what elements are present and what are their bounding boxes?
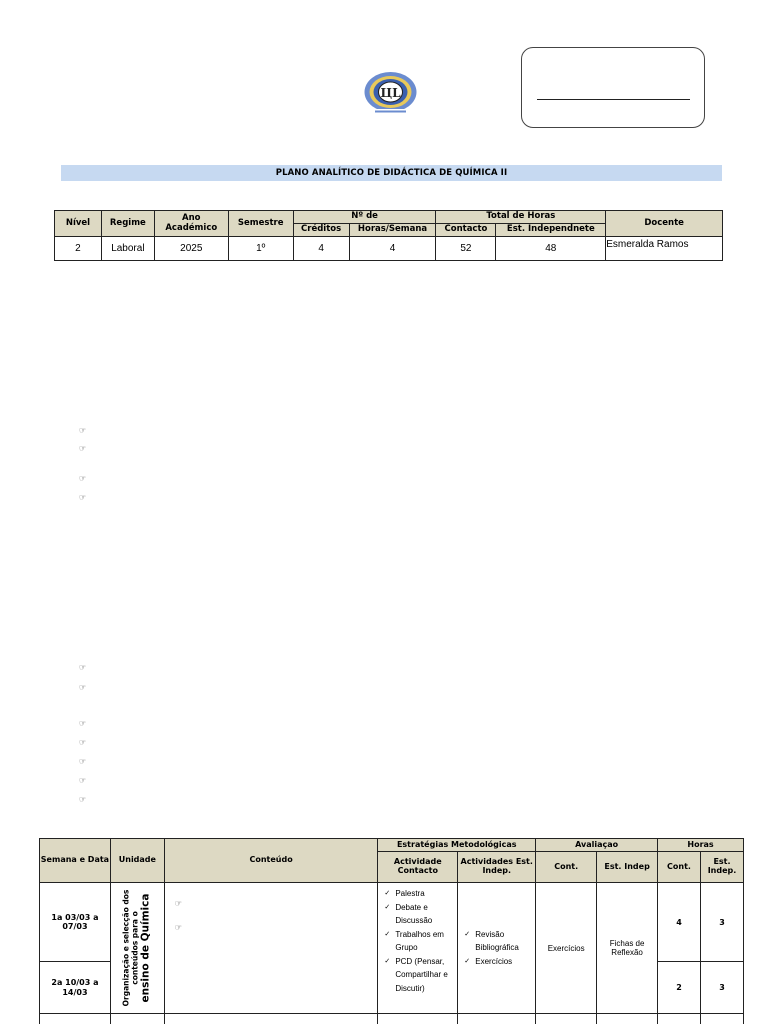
value-docente: Esmeralda Ramos [606, 237, 723, 261]
activity-trabalhos-grupo: ✓ Trabalhos em Grupo [384, 928, 455, 955]
empty-cell [164, 1014, 377, 1024]
activity-debate: ✓ Debate e Discussão [384, 901, 455, 928]
empty-cell [378, 1014, 458, 1024]
header-nivel: Nível [55, 211, 102, 237]
signature-line [537, 99, 690, 100]
bullet-icon: ☞ [79, 738, 87, 747]
bullet-icon: ☞ [79, 683, 87, 692]
value-regime: Laboral [101, 237, 154, 261]
document-title: PLANO ANALÍTICO DE DIDÁCTICA DE QUÍMICA II [61, 165, 722, 181]
header-total-horas: Total de Horas [436, 211, 606, 224]
bullet-icon: ☞ [79, 757, 87, 766]
header-avaliacao-cont: Cont. [536, 852, 597, 883]
bullet-icon: ☞ [79, 474, 87, 483]
bullet-icon: ☞ [174, 899, 182, 908]
header-conteudo: Conteúdo [164, 839, 377, 883]
bullet-icon: ☞ [174, 923, 182, 932]
value-contacto: 52 [436, 237, 496, 261]
header-creditos: Créditos [293, 224, 349, 237]
evaluation-cont: Exercícios [536, 883, 597, 1014]
value-creditos: 4 [293, 237, 349, 261]
header-actividades-est-indep: Actividades Est. Indep. [458, 852, 536, 883]
header-contacto: Contacto [436, 224, 496, 237]
header-ano-academico: Ano Académico [154, 211, 228, 237]
university-seal-logo [363, 70, 418, 116]
header-horas: Horas [658, 839, 744, 852]
content-cell [164, 883, 377, 1014]
header-regime: Regime [101, 211, 154, 237]
bullet-icon: ☞ [79, 795, 87, 804]
header-horas-est-indep: Est. Indep. [700, 852, 743, 883]
header-horas-semana: Horas/Semana [349, 224, 436, 237]
activity-revisao: ✓ Revisão Bibliográfica [464, 928, 533, 955]
empty-cell [597, 1014, 658, 1024]
empty-cell [40, 1014, 111, 1024]
activity-exercicios: ✓ Exercícios [464, 955, 533, 969]
week-1-hours-est: 3 [700, 883, 743, 962]
value-ano: 2025 [154, 237, 228, 261]
header-n-de: Nº de [293, 211, 436, 224]
value-nivel: 2 [55, 237, 102, 261]
header-semana-data: Semana e Data [40, 839, 111, 883]
value-horas-semana: 4 [349, 237, 436, 261]
bullet-icon: ☞ [79, 426, 87, 435]
empty-cell [658, 1014, 701, 1024]
course-info-table [54, 210, 723, 261]
empty-cell [700, 1014, 743, 1024]
evaluation-est-indep: Fichas de Reflexão [597, 883, 658, 1014]
week-2-hours-est: 3 [700, 962, 743, 1014]
week-1-hours-cont: 4 [658, 883, 701, 962]
bullet-icon: ☞ [79, 663, 87, 672]
value-semestre: 1º [228, 237, 293, 261]
signature-box [521, 47, 705, 128]
activity-palestra: ✓ Palestra [384, 887, 455, 901]
independent-activities-cell [458, 883, 536, 1014]
contact-activities-cell [378, 883, 458, 1014]
activity-pcd: ✓ PCD (Pensar, Compartilhar e Discutir) [384, 955, 455, 996]
header-avaliacao: Avaliaçao [536, 839, 658, 852]
svg-text:ЦL: ЦL [380, 86, 401, 100]
value-est-indep: 48 [496, 237, 606, 261]
week-1-date: 1a 03/03 a 07/03 [40, 883, 111, 962]
empty-cell [110, 1014, 164, 1024]
header-docente: Docente [606, 211, 723, 237]
empty-cell [536, 1014, 597, 1024]
header-semestre: Semestre [228, 211, 293, 237]
header-unidade: Unidade [110, 839, 164, 883]
bullet-icon: ☞ [79, 719, 87, 728]
bullet-icon: ☞ [79, 493, 87, 502]
header-est-independente: Est. Independnete [496, 224, 606, 237]
header-estrategias: Estratégias Metodológicas [378, 839, 536, 852]
unit-title-line2: ensino de Química [139, 893, 152, 1003]
header-actividade-contacto: Actividade Contacto [378, 852, 458, 883]
empty-cell [458, 1014, 536, 1024]
week-2-hours-cont: 2 [658, 962, 701, 1014]
bullet-icon: ☞ [79, 444, 87, 453]
week-2-date: 2a 10/03 a 14/03 [40, 962, 111, 1014]
header-avaliacao-est-indep: Est. Indep [597, 852, 658, 883]
unit-cell [110, 883, 164, 1014]
bullet-icon: ☞ [79, 776, 87, 785]
unit-title-line1: Organização e selecção dos conteúdos para o [121, 889, 140, 1007]
header-horas-cont: Cont. [658, 852, 701, 883]
analytic-plan-table [39, 838, 744, 1024]
